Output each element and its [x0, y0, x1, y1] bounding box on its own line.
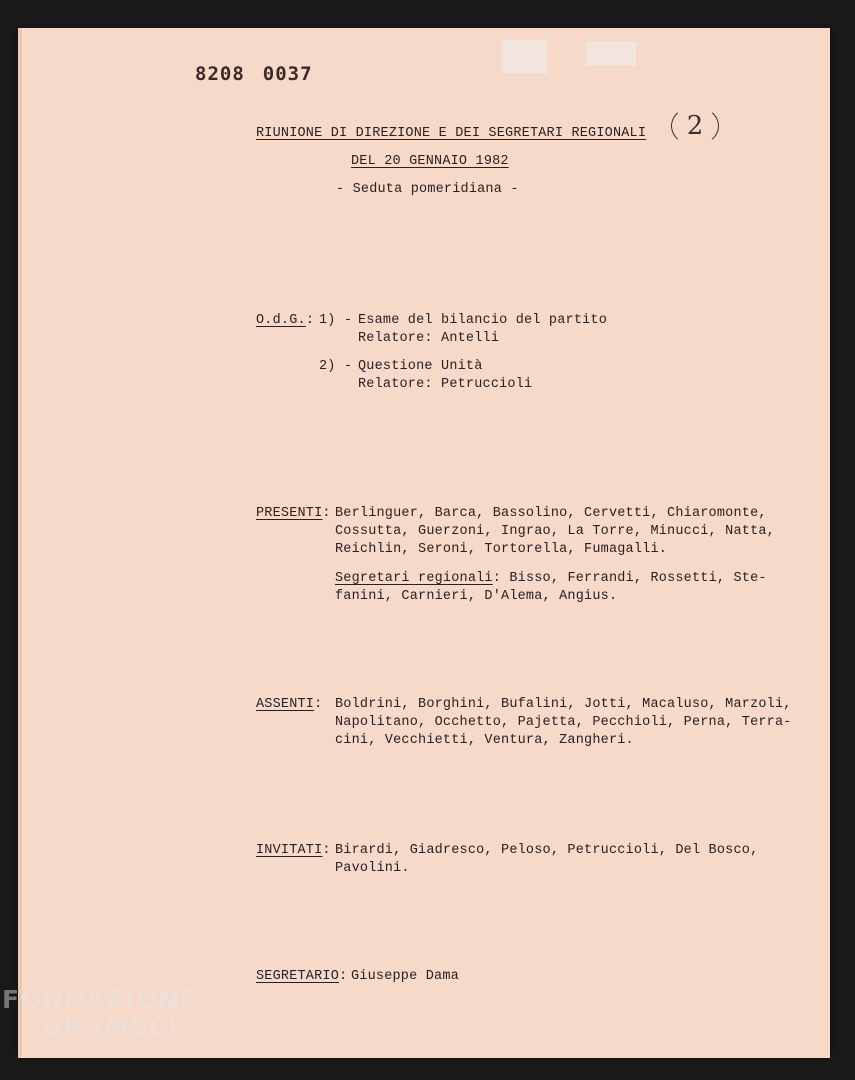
logo-line: onlus	[172, 1039, 202, 1052]
document-page	[18, 28, 830, 1058]
odg-item-number: 1) -	[319, 313, 353, 328]
segretario-label: SEGRETARIO:	[256, 969, 348, 984]
doc-number-part: 8208	[195, 63, 245, 85]
segretari-regionali-line: fanini, Carnieri, D'Alema, Angius.	[335, 589, 618, 604]
presenti-label-text: PRESENTI	[256, 506, 323, 521]
odg-item-subject: Questione Unità	[358, 359, 483, 374]
document-number	[195, 63, 313, 85]
presenti-line: Berlinguer, Barca, Bassolino, Cervetti, Chiaromonte,	[335, 506, 767, 521]
odg-item-relatore: Relatore: Antelli	[358, 331, 500, 346]
odg-label-text: O.d.G.	[256, 313, 306, 328]
assenti-line: Napolitano, Occhetto, Pajetta, Pecchioli, Perna, Terra-	[335, 715, 792, 730]
tape-mark	[502, 40, 547, 74]
title-line: RIUNIONE DI DIREZIONE E DEI SEGRETARI REGIONALI	[256, 126, 647, 141]
presenti-line: Reichlin, Seroni, Tortorella, Fumagalli.	[335, 542, 668, 557]
presenti-label: PRESENTI:	[256, 506, 331, 521]
segretari-label: Segretari regionali	[335, 571, 493, 586]
doc-number-part: 0037	[262, 63, 313, 85]
invitati-label-text: INVITATI	[256, 843, 323, 858]
assenti-line: cini, Vecchietti, Ventura, Zangheri.	[335, 733, 634, 748]
segretario-name: Giuseppe Dama	[351, 969, 459, 984]
odg-label: O.d.G.:	[256, 313, 315, 328]
paper-edge	[18, 28, 22, 1058]
invitati-label: INVITATI:	[256, 843, 331, 858]
segretari-names: Bisso, Ferrandi, Rossetti, Ste-	[509, 571, 767, 586]
assenti-line: Boldrini, Borghini, Bufalini, Jotti, Macaluso, Marzoli,	[335, 697, 792, 712]
segretari-regionali-line: Segretari regionali: Bisso, Ferrandi, Rossetti, Ste-	[335, 571, 767, 586]
title-date: DEL 20 GENNAIO 1982	[351, 154, 509, 169]
logo-line: GRAMSCI	[42, 1012, 179, 1041]
assenti-label-text: ASSENTI	[256, 697, 315, 712]
assenti-label: ASSENTI:	[256, 697, 323, 712]
segretario-label-text: SEGRETARIO	[256, 969, 340, 984]
title-session: - Seduta pomeridiana -	[336, 182, 519, 197]
odg-item-relatore: Relatore: Petruccioli	[358, 377, 533, 392]
sheet-number	[671, 106, 719, 146]
odg-item-number: 2) -	[319, 359, 353, 374]
fondazione-gramsci-logo	[2, 985, 201, 1052]
presenti-line: Cossutta, Guerzoni, Ingrao, La Torre, Minucci, Natta,	[335, 524, 775, 539]
logo-line: FONDAZIONE	[2, 985, 199, 1014]
sheet-number-text: 2	[686, 111, 704, 141]
invitati-line: Pavolini.	[335, 861, 410, 876]
tape-mark	[586, 42, 636, 66]
odg-item-subject: Esame del bilancio del partito	[358, 313, 608, 328]
invitati-line: Birardi, Giadresco, Peloso, Petruccioli, Del Bosco,	[335, 843, 759, 858]
